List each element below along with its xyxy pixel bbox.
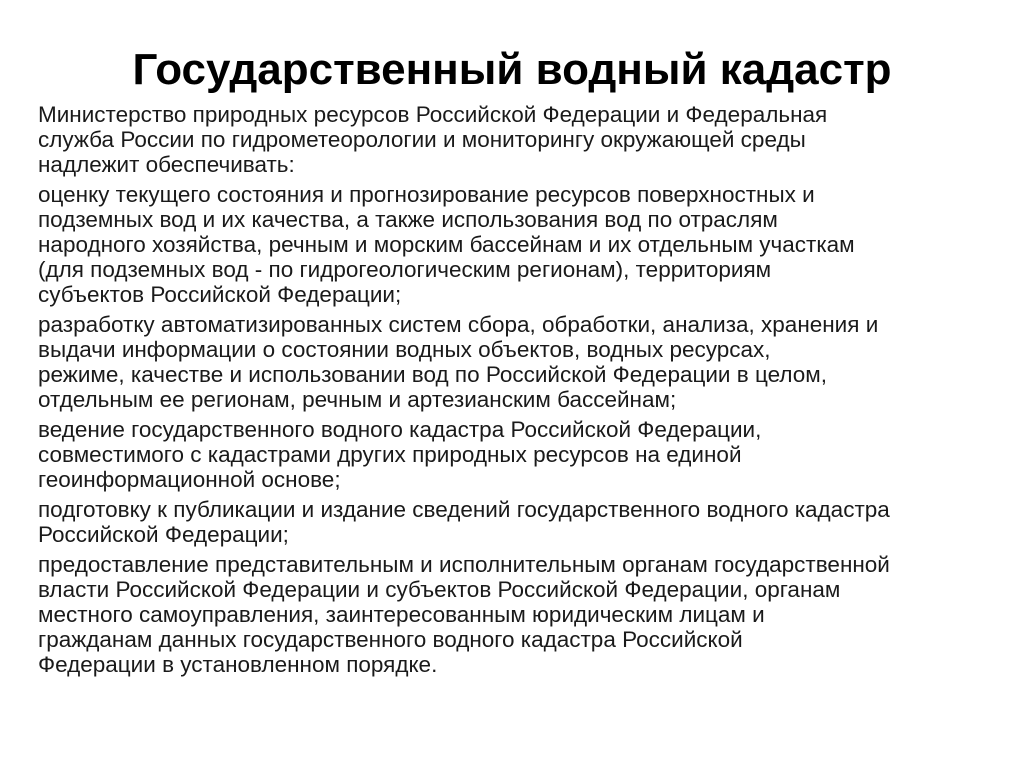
text-line: служба России по гидрометеорологии и мониторингу окружающей среды [38, 127, 806, 152]
text-line: подготовку к публикации и издание сведений государственного водного кадастра [38, 497, 890, 522]
text-line: разработку автоматизированных систем сбора, обработки, анализа, хранения и [38, 312, 879, 337]
text-line: совместимого с кадастрами других природных ресурсов на единой [38, 442, 742, 467]
text-line: оценку текущего состояния и прогнозирование ресурсов поверхностных и [38, 182, 815, 207]
paragraph-publication [38, 497, 1013, 547]
text-line: местного самоуправления, заинтересованным юридическим лицам и [38, 602, 765, 627]
text-line: предоставление представительным и исполнительным органам государственной [38, 552, 890, 577]
paragraph-intro [38, 102, 1013, 177]
text-line: надлежит обеспечивать: [38, 152, 295, 177]
text-line: выдачи информации о состоянии водных объектов, водных ресурсах, [38, 337, 771, 362]
text-line: отдельным ее регионам, речным и артезианским бассейнам; [38, 387, 677, 412]
slide-title: Государственный водный кадастр [132, 45, 892, 94]
text-line: ведение государственного водного кадастра Российской Федерации, [38, 417, 762, 442]
paragraph-provision [38, 552, 1013, 677]
text-line: субъектов Российской Федерации; [38, 282, 402, 307]
text-line: геоинформационной основе; [38, 467, 341, 492]
text-line: Министерство природных ресурсов Российской Федерации и Федеральная [38, 102, 828, 127]
text-line: власти Российской Федерации и субъектов Российской Федерации, органам [38, 577, 841, 602]
text-line: режиме, качестве и использовании вод по Российской Федерации в целом, [38, 362, 827, 387]
paragraph-assessment [38, 182, 1013, 307]
text-line: народного хозяйства, речным и морским бассейнам и их отдельным участкам [38, 232, 855, 257]
text-line: подземных вод и их качества, а также использования вод по отраслям [38, 207, 778, 232]
text-line: Российской Федерации; [38, 522, 289, 547]
text-line: (для подземных вод - по гидрогеологическим регионам), территориям [38, 257, 772, 282]
slide-body [38, 102, 1013, 682]
paragraph-systems [38, 312, 1013, 412]
text-line: Федерации в установленном порядке. [38, 652, 438, 677]
text-line: гражданам данных государственного водного кадастра Российской [38, 627, 743, 652]
paragraph-cadastre [38, 417, 1013, 492]
